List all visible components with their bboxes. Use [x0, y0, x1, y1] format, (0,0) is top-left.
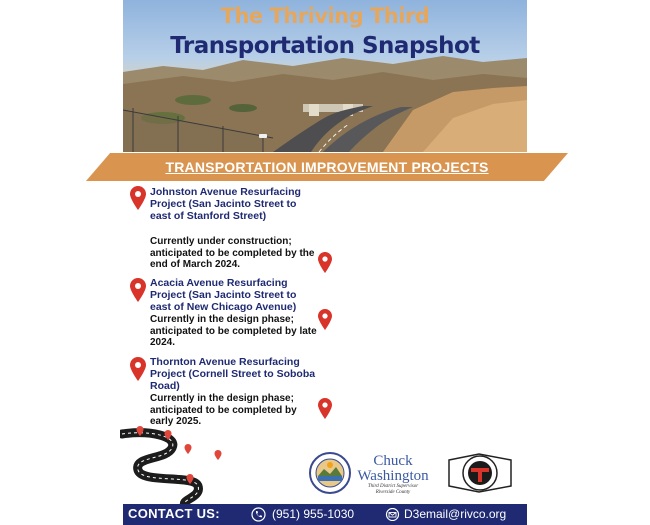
contact-bar	[123, 504, 527, 525]
map-pin-icon	[318, 252, 332, 273]
map-pin-icon	[318, 398, 332, 419]
supervisor-county: Riverside County	[375, 490, 411, 495]
transportation-department-logo	[445, 450, 515, 496]
contact-email[interactable]: D3email@rivco.org	[404, 507, 507, 521]
flyer-title-line2: Transportation Snapshot	[170, 33, 480, 59]
supervisor-first-name: Chuck	[373, 453, 413, 469]
hero-photo	[123, 0, 527, 152]
supervisor-name	[355, 454, 431, 484]
contact-phone[interactable]: (951) 955-1030	[272, 507, 355, 521]
map-pin-icon	[130, 278, 146, 302]
supervisor-last-name: Washington	[357, 468, 429, 484]
project-status-acacia: Currently in the design phase; anticipated to be completed by late 2024.	[150, 314, 317, 348]
map-pin-icon	[130, 357, 146, 381]
email-icon	[385, 508, 400, 521]
project-status-thornton: Currently in the design phase; anticipated to be completed by early 2025.	[150, 393, 297, 427]
map-pin-icon	[318, 309, 332, 330]
map-pin-icon	[130, 186, 146, 210]
project-title-acacia: Acacia Avenue Resurfacing Project (San Jacinto Street to east of New Chicago Avenue)	[150, 277, 297, 313]
contact-label: CONTACT US:	[128, 506, 220, 521]
project-title-thornton: Thornton Avenue Resurfacing Project (Cornell Street to Soboba Road)	[150, 356, 316, 392]
county-seal-logo	[309, 452, 351, 494]
phone-icon	[251, 507, 266, 522]
project-title-johnston: Johnston Avenue Resurfacing Project (San Jacinto Street to east of Stanford Street)	[150, 186, 301, 222]
section-banner-label: TRANSPORTATION IMPROVEMENT PROJECTS	[165, 159, 489, 175]
supervisor-title: Third District Supervisor	[367, 484, 419, 489]
flyer-title-line1: The Thriving Third	[220, 4, 430, 28]
supervisor-subtitle	[355, 484, 431, 496]
winding-road-illustration	[120, 426, 230, 506]
project-status-johnston: Currently under construction; anticipated to be completed by the end of March 2024.	[150, 236, 315, 270]
